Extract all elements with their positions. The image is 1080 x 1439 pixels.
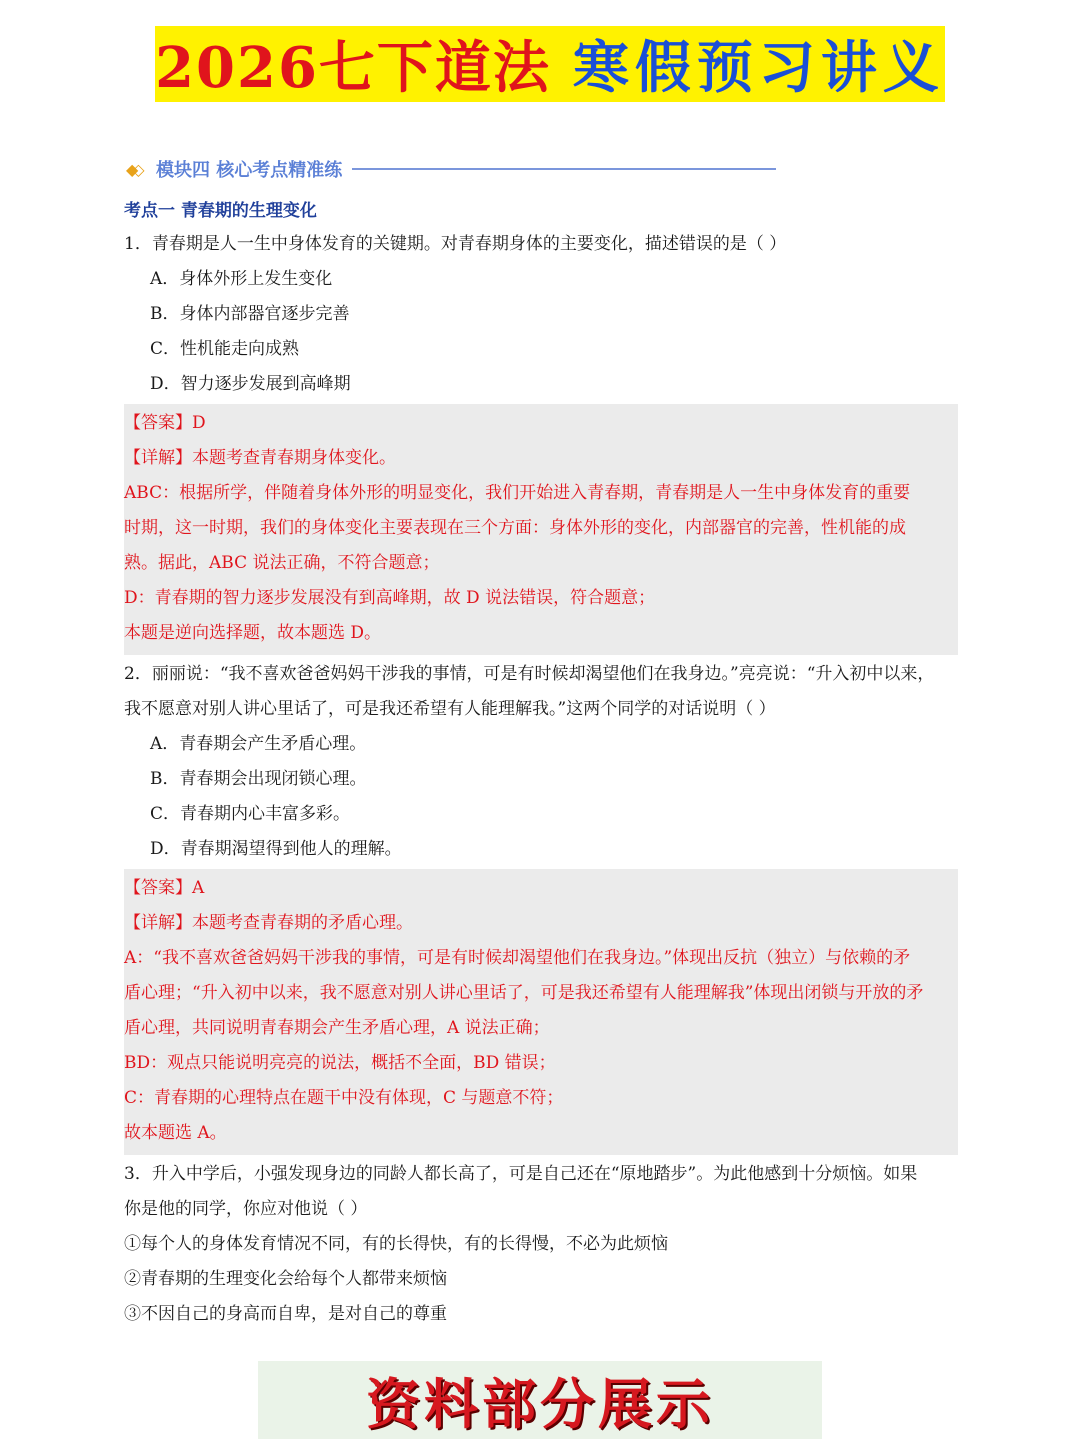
analysis-line: 【详解】本题考查青春期身体变化。 xyxy=(124,448,396,468)
question-stem-line: 3．升入中学后，小强发现身边的同龄人都长高了，可是自己还在“原地踏步”。为此他感到十分烦恼。如果 xyxy=(124,1164,918,1184)
question-1 xyxy=(124,227,958,655)
diamond-icon: ◆◇ xyxy=(126,159,139,179)
banner-title-part1: 2026七下道法 xyxy=(155,35,551,101)
analysis-line: 本题是逆向选择题，故本题选 D。 xyxy=(124,623,382,643)
analysis-line: 时期，这一时期，我们的身体变化主要表现在三个方面：身体外形的变化，内部器官的完善，性机能的成 xyxy=(124,518,906,538)
question-2 xyxy=(124,657,958,1155)
banner-title-part2: 寒假预习讲义 xyxy=(572,35,945,101)
module-divider xyxy=(352,168,776,170)
statement-item: ①每个人的身体发育情况不同，有的长得快，有的长得慢，不必为此烦恼 xyxy=(124,1234,668,1254)
analysis-line: 盾心理，共同说明青春期会产生矛盾心理，A 说法正确； xyxy=(124,1018,550,1038)
analysis-line: 故本题选 A。 xyxy=(124,1123,227,1143)
section-title: 考点一 青春期的生理变化 xyxy=(124,201,317,221)
question-3 xyxy=(124,1157,958,1332)
option-d: D．青春期渴望得到他人的理解。 xyxy=(150,839,402,859)
option-d: D．智力逐步发展到高峰期 xyxy=(150,374,351,394)
question-stem-line: 你是他的同学，你应对他说（ ） xyxy=(124,1199,368,1219)
statement-item: ③不因自己的身高而自卑，是对自己的尊重 xyxy=(124,1304,447,1324)
statement-item: ②青春期的生理变化会给每个人都带来烦恼 xyxy=(124,1269,447,1289)
answer-block xyxy=(124,869,958,1155)
analysis-line: 熟。据此，ABC 说法正确，不符合题意； xyxy=(124,553,440,573)
footer-label: 资料部分展示 xyxy=(366,1371,714,1436)
option-a: A．身体外形上发生变化 xyxy=(150,269,333,289)
title-banner xyxy=(155,26,945,102)
answer-block xyxy=(124,404,958,655)
answer-label: 【答案】A xyxy=(124,878,205,898)
analysis-line: BD：观点只能说明亮亮的说法，概括不全面，BD 错误； xyxy=(124,1053,556,1073)
option-b: B．身体内部器官逐步完善 xyxy=(150,304,350,324)
question-stem-line: 2．丽丽说：“我不喜欢爸爸妈妈干涉我的事情，可是有时候却渴望他们在我身边。”亮亮说：“升入初中以来， xyxy=(124,664,935,684)
answer-label: 【答案】D xyxy=(124,413,206,433)
question-stem-line: 1．青春期是人一生中身体发育的关键期。对青春期身体的主要变化，描述错误的是（ ） xyxy=(124,234,787,254)
module-header xyxy=(126,156,776,182)
option-b: B．青春期会出现闭锁心理。 xyxy=(150,769,367,789)
module-title: 模块四 核心考点精准练 xyxy=(156,160,343,181)
option-c: C．青春期内心丰富多彩。 xyxy=(150,804,351,824)
analysis-line: 【详解】本题考查青春期的矛盾心理。 xyxy=(124,913,413,933)
analysis-line: A：“我不喜欢爸爸妈妈干涉我的事情，可是有时候却渴望他们在我身边。”体现出反抗（独立）与依赖的矛 xyxy=(124,948,911,968)
option-c: C．性机能走向成熟 xyxy=(150,339,300,359)
document-body xyxy=(124,195,958,1332)
analysis-line: 盾心理；“升入初中以来，我不愿意对别人讲心里话了，可是我还希望有人能理解我”体现出闭锁与开放的矛 xyxy=(124,983,924,1003)
option-a: A．青春期会产生矛盾心理。 xyxy=(150,734,367,754)
analysis-line: D：青春期的智力逐步发展没有到高峰期，故 D 说法错误，符合题意； xyxy=(124,588,656,608)
question-stem-line: 我不愿意对别人讲心里话了，可是我还希望有人能理解我。”这两个同学的对话说明（ ） xyxy=(124,699,776,719)
footer-banner xyxy=(258,1361,822,1439)
analysis-line: C：青春期的心理特点在题干中没有体现，C 与题意不符； xyxy=(124,1088,564,1108)
analysis-line: ABC：根据所学，伴随着身体外形的明显变化，我们开始进入青春期，青春期是人一生中身体发育的重要 xyxy=(124,483,911,503)
